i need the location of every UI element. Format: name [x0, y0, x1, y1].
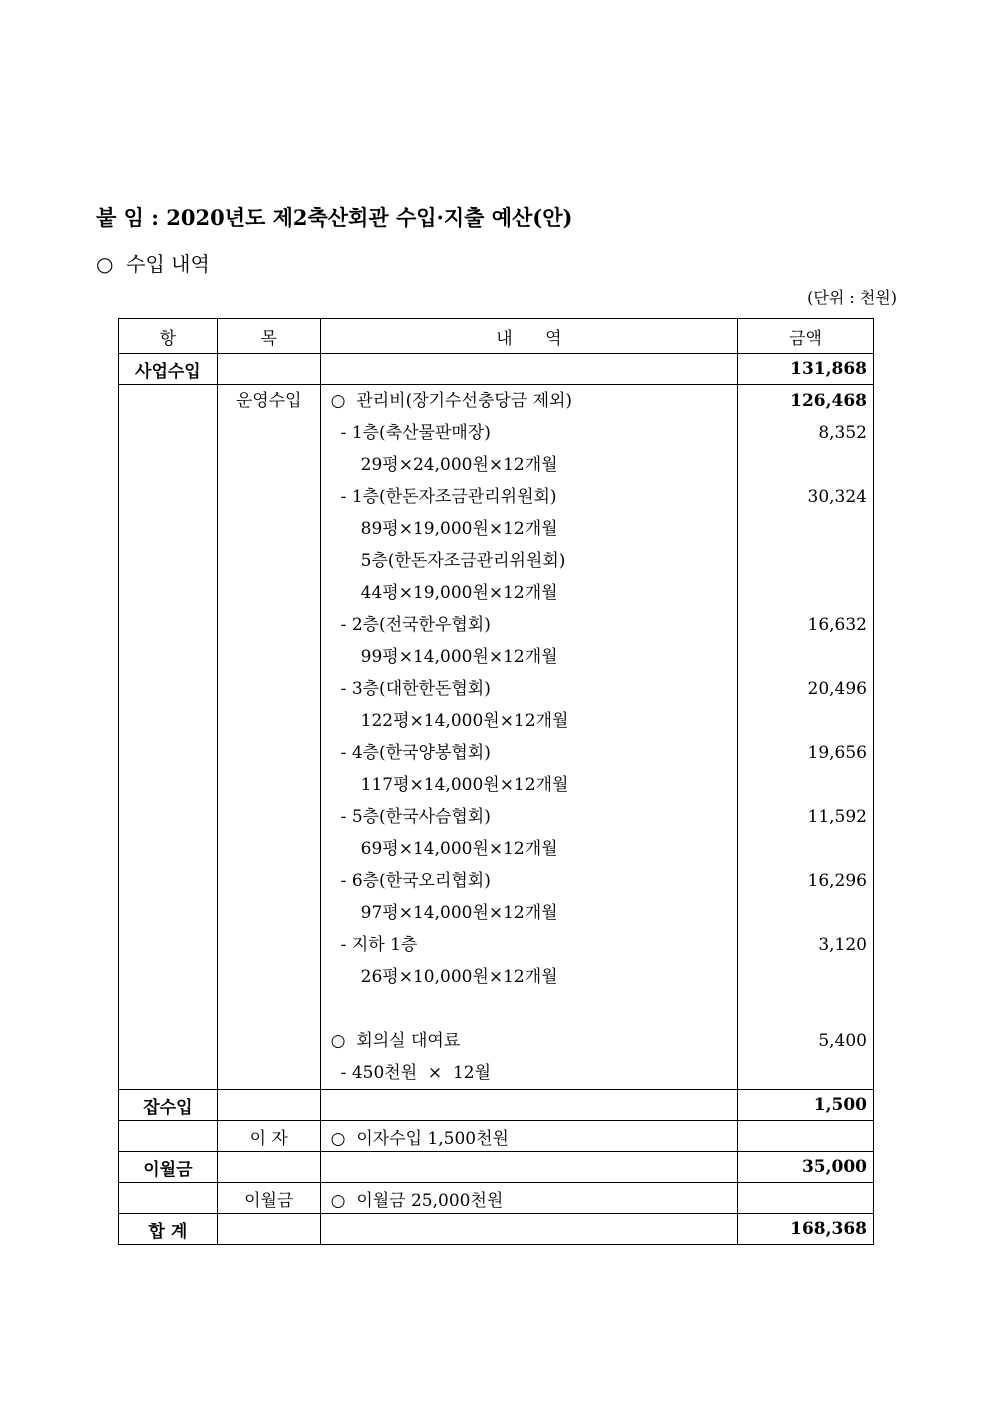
- table-row-carryover: [119, 1152, 874, 1183]
- detail-amount: 3,120: [818, 935, 867, 955]
- detail-line: 99평×14,000원×12개월: [360, 647, 558, 667]
- detail-amount: 8,352: [818, 423, 867, 443]
- unit-note: (단위 : 천원): [807, 288, 897, 307]
- table-row-business-income: [119, 354, 874, 385]
- detail-line: - 지하 1층: [340, 935, 418, 955]
- detail-amount: 20,496: [807, 679, 867, 699]
- header-amount: 금액: [738, 319, 874, 354]
- subcategory-operating-income: 운영수입: [235, 391, 302, 411]
- detail-line: 89평×19,000원×12개월: [360, 519, 558, 539]
- detail-line: 5층(한돈자조금관리위원회): [360, 551, 566, 571]
- income-table: [118, 318, 874, 1245]
- detail-amount: 19,656: [807, 743, 867, 763]
- category-carryover: 이월금: [119, 1152, 218, 1183]
- detail-amount: [744, 641, 867, 673]
- subcategory-interest: 이 자: [217, 1121, 320, 1152]
- detail-amount: [744, 705, 867, 737]
- detail-line: ○ 관리비(장기수선충당금 제외): [330, 391, 573, 411]
- detail-amount: [744, 513, 867, 545]
- detail-line: - 5층(한국사슴협회): [340, 807, 491, 827]
- category-business-income: 사업수입: [119, 354, 218, 385]
- detail-amount: [744, 577, 867, 609]
- category-misc-income: 잡수입: [119, 1090, 218, 1121]
- detail-amount: 30,324: [807, 487, 867, 507]
- carryover-detail: ○ 이월금 25,000천원: [320, 1183, 737, 1214]
- detail-amount: [744, 769, 867, 801]
- detail-line: ○ 회의실 대여료: [330, 1031, 461, 1051]
- table-row-carryover-item: [119, 1183, 874, 1214]
- detail-amount: 16,632: [807, 615, 867, 635]
- detail-line: 26평×10,000원×12개월: [360, 967, 558, 987]
- detail-line: 29평×24,000원×12개월: [360, 455, 558, 475]
- detail-line: 122평×14,000원×12개월: [360, 711, 569, 731]
- detail-line: [327, 993, 731, 1025]
- header-details: 내 역: [320, 319, 737, 354]
- table-row-operating-income: [119, 385, 874, 1090]
- detail-line: 69평×14,000원×12개월: [360, 839, 558, 859]
- section-heading: ○ 수입 내역: [96, 252, 210, 276]
- detail-line: 117평×14,000원×12개월: [360, 775, 569, 795]
- detail-amount: [744, 449, 867, 481]
- detail-line: - 1층(한돈자조금관리위원회): [340, 487, 557, 507]
- amount-carryover: 35,000: [738, 1152, 874, 1183]
- detail-amount: 11,592: [807, 807, 867, 827]
- subcategory-carryover: 이월금: [217, 1183, 320, 1214]
- table-header-row: [119, 319, 874, 354]
- table-row-misc-income: [119, 1090, 874, 1121]
- detail-line: 44평×19,000원×12개월: [360, 583, 558, 603]
- amount-business-income: 131,868: [738, 354, 874, 385]
- amount-misc-income: 1,500: [738, 1090, 874, 1121]
- detail-line: - 450천원 × 12월: [340, 1063, 492, 1083]
- detail-line: - 6층(한국오리협회): [340, 871, 491, 891]
- detail-line: 97평×14,000원×12개월: [360, 903, 558, 923]
- header-subitem: 목: [217, 319, 320, 354]
- detail-amount: 126,468: [790, 391, 867, 411]
- header-item: 항: [119, 319, 218, 354]
- document-title: 붙 임 : 2020년도 제2축산회관 수입·지출 예산(안): [96, 205, 573, 230]
- detail-amount: [744, 897, 867, 929]
- total-label: 합 계: [119, 1214, 218, 1245]
- interest-detail: ○ 이자수입 1,500천원: [320, 1121, 737, 1152]
- detail-line: - 3층(대한한돈협회): [340, 679, 491, 699]
- total-amount: 168,368: [738, 1214, 874, 1245]
- operating-amounts: [738, 385, 874, 1090]
- detail-amount: [744, 993, 867, 1025]
- table-row-total: [119, 1214, 874, 1245]
- detail-line: - 4층(한국양봉협회): [340, 743, 491, 763]
- detail-amount: [744, 961, 867, 993]
- detail-amount: [744, 833, 867, 865]
- table-row-interest: [119, 1121, 874, 1152]
- detail-amount: 16,296: [807, 871, 867, 891]
- detail-amount: 5,400: [818, 1031, 867, 1051]
- operating-details: [320, 385, 737, 1090]
- detail-line: - 1층(축산물판매장): [340, 423, 491, 443]
- detail-line: - 2층(전국한우협회): [340, 615, 491, 635]
- detail-amount: [744, 545, 867, 577]
- detail-amount: [744, 1057, 867, 1089]
